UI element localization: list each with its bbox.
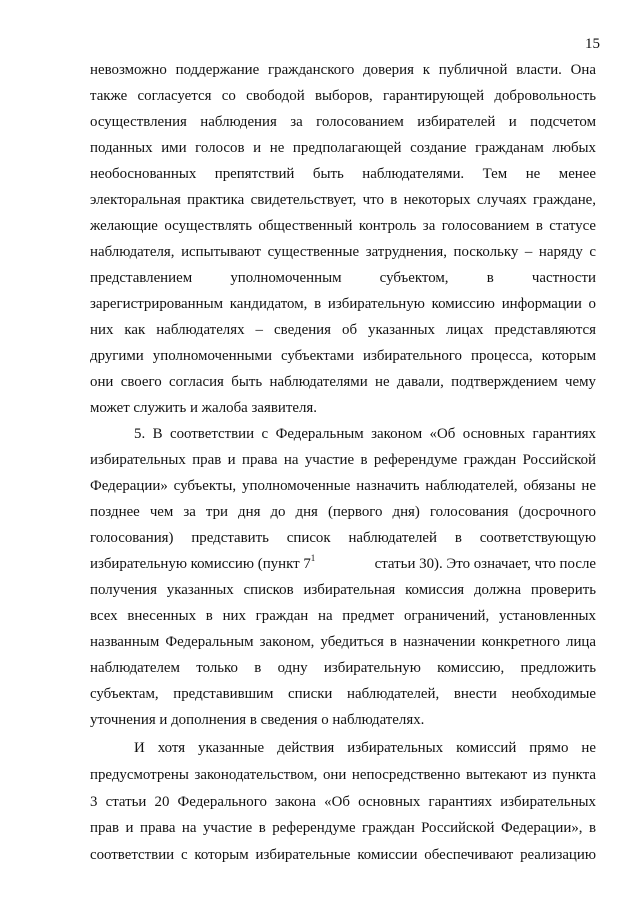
text-line: необоснованных препятствий быть наблюдателями. Тем не менее bbox=[90, 166, 596, 182]
paragraph-first-line: 5. В соответствии с Федеральным законом «Об основных гарантиях bbox=[134, 426, 596, 442]
page-number: 15 bbox=[585, 36, 600, 52]
text-line: также согласуется со свободой выборов, гарантирующей добровольность bbox=[90, 88, 596, 104]
text-line: голосования) представить список наблюдателей в соответствующую bbox=[90, 530, 596, 546]
text-line: желающие осуществлять общественный контроль за голосованием в статусе bbox=[90, 218, 596, 234]
text-line: зарегистрированным кандидатом, в избирательную комиссию информации о bbox=[90, 296, 596, 312]
text-line: получения указанных списков избирательная комиссия должна проверить bbox=[90, 582, 596, 598]
superscript: 1 bbox=[310, 553, 316, 563]
text-line: наблюдателем только в одну избирательную комиссию, предложить bbox=[90, 660, 596, 676]
text-segment: избирательную комиссию (пункт $7^1$ bbox=[90, 553, 316, 572]
paragraph-first-line: И хотя указанные действия избирательных комиссий прямо не bbox=[134, 740, 596, 756]
text-line: представлением уполномоченным субъектом, в частности bbox=[90, 270, 596, 286]
text-line: электоральная практика свидетельствует, что в некоторых случаях граждане, bbox=[90, 192, 596, 208]
text-line: прав и права на участие в референдуме граждан Российской Федерации», в bbox=[90, 820, 596, 836]
text-line: уточнения и дополнения в сведения о наблюдателях. bbox=[90, 712, 425, 728]
text-line: наблюдателя, испытывают существенные затруднения, поскольку – наряду с bbox=[90, 244, 596, 260]
text-line: они своего согласия быть наблюдателями не давали, подтверждением чему bbox=[90, 374, 596, 390]
text-line: соответствии с которым избирательные комиссии обеспечивают реализацию bbox=[90, 847, 596, 863]
text-line: них как наблюдателях – сведения об указанных лицах представляются bbox=[90, 322, 596, 338]
text-line: субъектам, представившим списки наблюдателей, внести необходимые bbox=[90, 686, 596, 702]
text-line: может служить и жалоба заявителя. bbox=[90, 400, 317, 416]
text-line: осуществления наблюдения за голосованием избирателей и подсчетом bbox=[90, 114, 596, 130]
text-line: Федерации» субъекты, уполномоченные назначить наблюдателей, обязаны не bbox=[90, 478, 596, 494]
text-segment: статьи 30). Это означает, что после bbox=[374, 556, 596, 572]
text-line: 3 статьи 20 Федерального закона «Об основных гарантиях избирательных bbox=[90, 794, 596, 810]
text-line: позднее чем за три дня до дня (первого дня) голосования (досрочного bbox=[90, 504, 596, 520]
text-line: другими уполномоченными субъектами избирательного процесса, которым bbox=[90, 348, 596, 364]
text-line: избирательных прав и права на участие в референдуме граждан Российской bbox=[90, 452, 596, 468]
text-line: поданных ими голосов и не предполагающей создание гражданам любых bbox=[90, 140, 596, 156]
text-line: невозможно поддержание гражданского доверия к публичной власти. Она bbox=[90, 62, 596, 78]
text-line: названным Федеральным законом, убедиться в назначении конкретного лица bbox=[90, 634, 596, 650]
text-line-with-footnote bbox=[90, 554, 596, 574]
text-line: всех внесенных в них граждан на предмет ограничений, установленных bbox=[90, 608, 596, 624]
text-line: предусмотрены законодательством, они непосредственно вытекают из пункта bbox=[90, 767, 596, 783]
